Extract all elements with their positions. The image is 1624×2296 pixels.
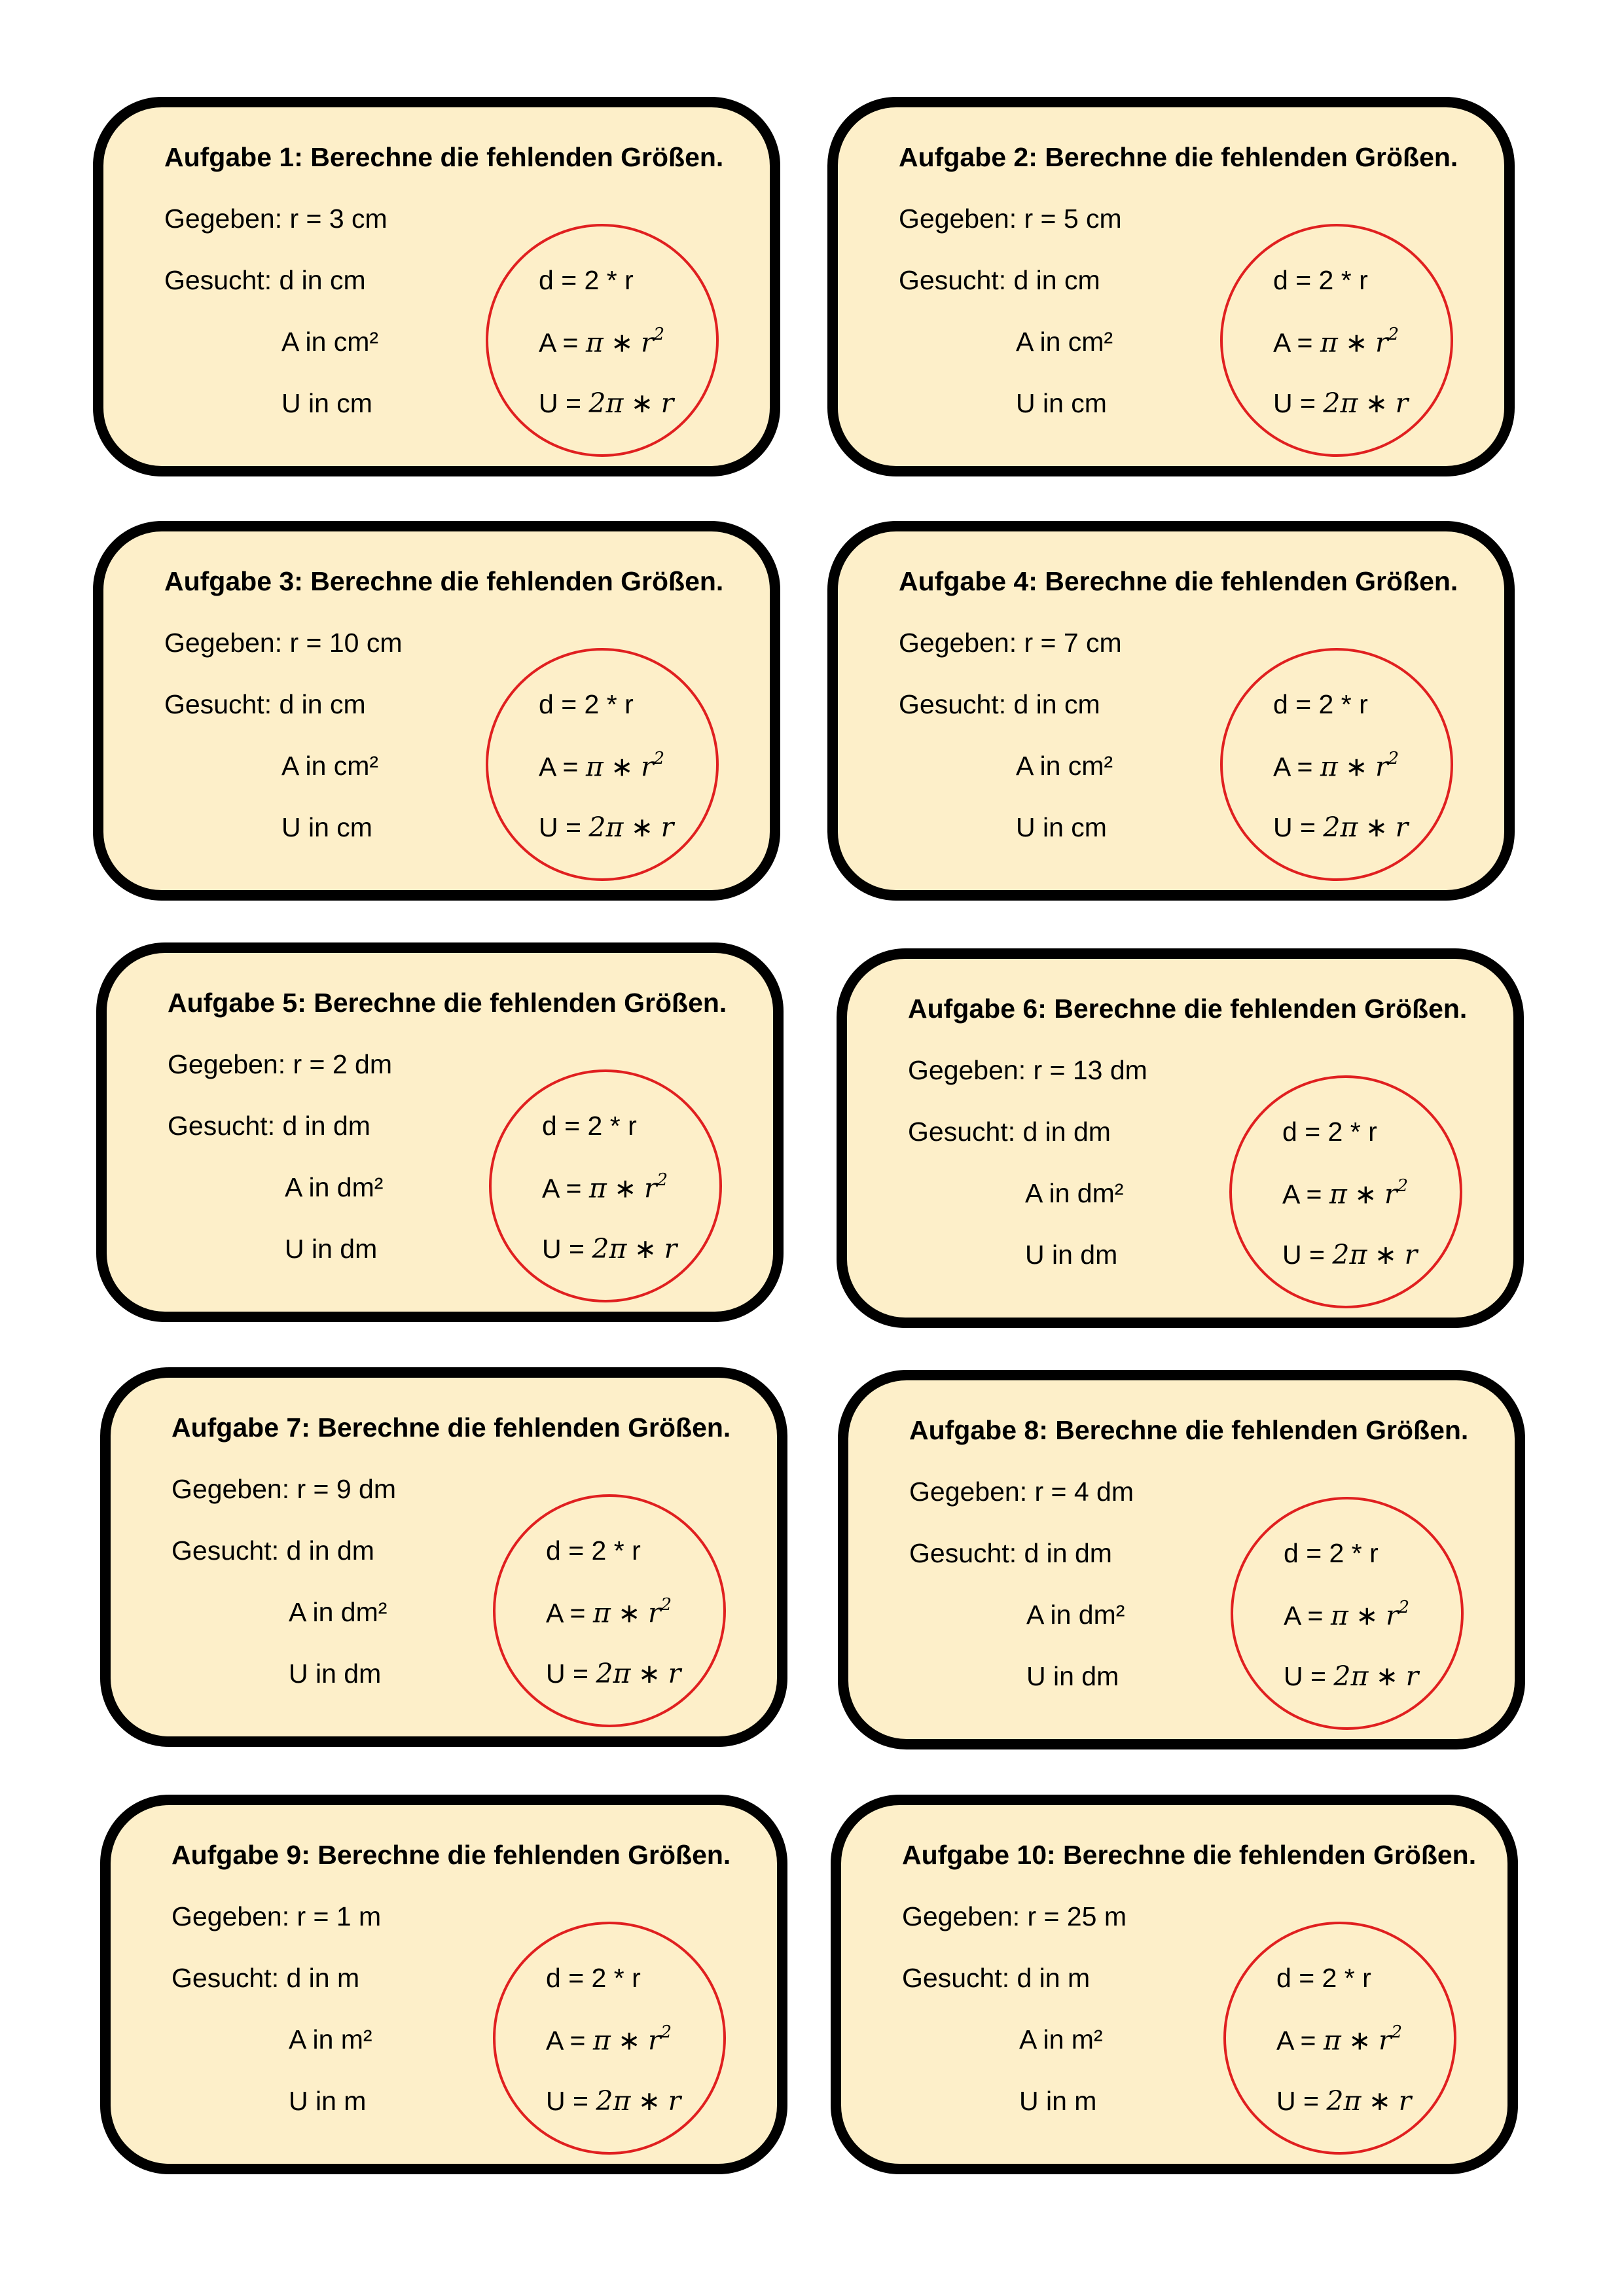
task-title: Aufgabe 1: Berechne die fehlenden Größen. [164,142,724,172]
times-symbol: ∗ [1356,1600,1379,1632]
given-radius: Gegeben: r = 2 dm [168,1049,393,1079]
sought-circumference: U in dm [1025,1240,1118,1270]
formula-circumference [546,2085,681,2117]
given-radius: Gegeben: r = 5 cm [899,204,1122,234]
exponent: 2 [1388,749,1399,768]
exponent: 2 [657,1170,668,1190]
sought-diameter: Gesucht: d in cm [164,265,366,295]
given-radius: Gegeben: r = 25 m [902,1901,1127,1931]
radius-symbol: r [660,812,674,843]
pi-symbol: π [605,812,624,843]
formula-area [1273,749,1399,783]
radius-symbol: r [647,1597,661,1629]
formula-diameter: d = 2 * r [1284,1538,1379,1568]
times-symbol: ∗ [638,1658,661,1689]
exponent: 2 [660,1595,672,1615]
radius-symbol: r [1385,1600,1399,1632]
formula-circumference [1273,387,1409,419]
formula-circumference [542,1233,677,1265]
formula-area-prefix: A = [1282,1179,1329,1210]
task-title: Aufgabe 7: Berechne die fehlenden Größen. [171,1412,731,1443]
given-radius: Gegeben: r = 7 cm [899,628,1122,658]
task-title: Aufgabe 10: Berechne die fehlenden Größen. [902,1840,1477,1870]
formula-circumference-prefix: U = [539,388,589,418]
formula-area-prefix: A = [1273,327,1320,358]
formula-diameter: d = 2 * r [1276,1963,1371,1993]
sought-area: A in dm² [1026,1600,1125,1630]
task-card-6 [837,948,1524,1328]
formula-area [1282,1176,1409,1210]
task-card-8 [838,1370,1525,1749]
sought-circumference: U in m [289,2086,367,2116]
formula-circumference [546,1660,681,1687]
radius-symbol: r [640,751,654,783]
formula-circumference [539,387,674,419]
formula-circumference [1282,1239,1418,1270]
sought-circumference: U in cm [1016,812,1107,842]
two-symbol: 2 [588,387,606,419]
two-symbol: 2 [588,812,606,843]
radius-symbol: r [647,2024,661,2056]
formula-area [539,749,665,783]
formula-circumference [539,814,674,841]
formula-circumference-prefix: U = [1276,2086,1327,2116]
task-title: Aufgabe 6: Berechne die fehlenden Größen. [908,994,1468,1024]
task-card-1 [93,97,780,476]
task-card-5 [96,942,784,1322]
given-radius: Gegeben: r = 1 m [171,1901,382,1931]
given-radius: Gegeben: r = 13 dm [908,1055,1147,1085]
sought-circumference: U in cm [281,388,372,418]
pi-symbol: π [1330,1600,1348,1632]
exponent: 2 [1388,325,1399,344]
formula-diameter: d = 2 * r [539,265,634,295]
two-symbol: 2 [1332,1239,1350,1270]
times-symbol: ∗ [618,2024,641,2056]
given-radius: Gegeben: r = 10 cm [164,628,403,658]
sought-diameter: Gesucht: d in m [171,1963,360,1993]
times-symbol: ∗ [1345,751,1368,783]
formula-area [1284,1598,1410,1632]
times-symbol: ∗ [611,327,634,359]
pi-symbol: π [585,751,604,783]
sought-circumference: U in m [1019,2086,1097,2116]
radius-symbol: r [1395,387,1409,419]
sought-diameter: Gesucht: d in dm [171,1535,374,1566]
radius-symbol: r [1404,1239,1418,1270]
sought-area: A in dm² [1025,1178,1124,1208]
pi-symbol: π [613,1658,631,1689]
formula-circumference [1273,814,1408,841]
formula-area-prefix: A = [1276,2025,1324,2056]
formula-area [539,325,665,359]
times-symbol: ∗ [618,1597,641,1629]
sought-circumference: U in dm [285,1234,378,1264]
sought-circumference: U in cm [1016,388,1107,418]
radius-symbol: r [1384,1178,1398,1210]
two-symbol: 2 [596,1658,613,1689]
pi-symbol: π [1320,751,1338,783]
formula-diameter: d = 2 * r [542,1111,637,1141]
pi-symbol: π [588,1172,607,1204]
task-card-9 [100,1795,787,2174]
two-symbol: 2 [592,1233,609,1265]
task-card-10 [831,1795,1518,2174]
formula-area [1276,2022,1403,2056]
times-symbol: ∗ [1368,2085,1392,2117]
formula-area [542,1170,668,1204]
pi-symbol: π [613,2085,631,2117]
sought-area: A in cm² [1016,327,1113,357]
sought-area: A in cm² [281,751,379,781]
radius-symbol: r [1378,2024,1392,2056]
pi-symbol: π [1349,1239,1367,1270]
sought-area: A in cm² [281,327,379,357]
task-title: Aufgabe 3: Berechne die fehlenden Größen. [164,566,724,596]
given-radius: Gegeben: r = 9 dm [171,1474,397,1504]
formula-circumference [1276,2085,1412,2117]
times-symbol: ∗ [1365,812,1388,843]
radius-symbol: r [640,327,654,359]
sought-diameter: Gesucht: d in cm [164,689,366,719]
pi-symbol: π [609,1233,627,1265]
exponent: 2 [653,325,665,344]
task-title: Aufgabe 2: Berechne die fehlenden Größen. [899,142,1458,172]
formula-diameter: d = 2 * r [539,689,634,719]
pi-symbol: π [1343,2085,1362,2117]
sought-area: A in cm² [1016,751,1113,781]
exponent: 2 [1391,2022,1403,2042]
exponent: 2 [1397,1176,1409,1196]
formula-circumference-prefix: U = [542,1234,592,1264]
task-title: Aufgabe 5: Berechne die fehlenden Größen. [168,988,727,1018]
pi-symbol: π [1320,327,1338,359]
formula-area [546,1595,672,1629]
times-symbol: ∗ [1374,1239,1398,1270]
sought-diameter: Gesucht: d in dm [909,1538,1112,1568]
sought-diameter: Gesucht: d in cm [899,265,1100,295]
exponent: 2 [1398,1598,1410,1617]
formula-area-prefix: A = [1284,1600,1331,1631]
formula-area-prefix: A = [546,1598,593,1628]
sought-circumference: U in cm [281,812,372,842]
two-symbol: 2 [1323,387,1341,419]
formula-circumference-prefix: U = [1282,1240,1333,1270]
pi-symbol: π [1350,1660,1369,1692]
sought-diameter: Gesucht: d in dm [168,1111,370,1141]
times-symbol: ∗ [638,2085,661,2117]
times-symbol: ∗ [1354,1178,1377,1210]
formula-area-prefix: A = [539,327,586,358]
sought-circumference: U in dm [1026,1661,1119,1691]
formula-diameter: d = 2 * r [1273,689,1368,719]
times-symbol: ∗ [614,1172,637,1204]
pi-symbol: π [592,2024,611,2056]
two-symbol: 2 [1333,1660,1351,1692]
times-symbol: ∗ [1375,1660,1399,1692]
pi-symbol: π [605,387,624,419]
task-card-4 [827,521,1515,901]
times-symbol: ∗ [1365,387,1388,419]
pi-symbol: π [585,327,604,359]
sought-area: A in m² [1019,2024,1103,2054]
times-symbol: ∗ [630,387,654,419]
formula-diameter: d = 2 * r [1273,265,1368,295]
sought-diameter: Gesucht: d in dm [908,1117,1111,1147]
formula-area-prefix: A = [542,1173,589,1204]
pi-symbol: π [1329,1178,1347,1210]
sought-area: A in dm² [285,1172,384,1202]
task-title: Aufgabe 4: Berechne die fehlenden Größen. [899,566,1458,596]
pi-symbol: π [1340,812,1358,843]
given-radius: Gegeben: r = 4 dm [909,1477,1134,1507]
formula-diameter: d = 2 * r [1282,1117,1377,1147]
formula-circumference-prefix: U = [1284,1661,1334,1691]
two-symbol: 2 [1326,2085,1344,2117]
radius-symbol: r [643,1172,657,1204]
sought-area: A in dm² [289,1597,388,1627]
formula-area-prefix: A = [539,751,586,782]
two-symbol: 2 [596,2085,613,2117]
formula-area-prefix: A = [1273,751,1320,782]
sought-diameter: Gesucht: d in cm [899,689,1100,719]
radius-symbol: r [1375,751,1388,783]
exponent: 2 [660,2022,672,2042]
formula-circumference-prefix: U = [546,2086,596,2116]
times-symbol: ∗ [1348,2024,1371,2056]
formula-diameter: d = 2 * r [546,1535,641,1566]
formula-circumference-prefix: U = [546,1659,596,1689]
formula-circumference-prefix: U = [539,812,589,842]
formula-diameter: d = 2 * r [546,1963,641,1993]
exponent: 2 [653,749,665,768]
radius-symbol: r [664,1233,677,1265]
times-symbol: ∗ [611,751,634,783]
task-card-2 [827,97,1515,476]
pi-symbol: π [1340,387,1358,419]
formula-circumference [1284,1660,1419,1692]
task-card-3 [93,521,780,901]
task-title: Aufgabe 8: Berechne die fehlenden Größen. [909,1415,1469,1445]
sought-diameter: Gesucht: d in m [902,1963,1091,1993]
radius-symbol: r [1375,327,1388,359]
formula-area [1273,325,1399,359]
task-title: Aufgabe 9: Berechne die fehlenden Größen. [171,1840,731,1870]
times-symbol: ∗ [630,812,654,843]
times-symbol: ∗ [1345,327,1368,359]
sought-area: A in m² [289,2024,372,2054]
radius-symbol: r [668,1658,681,1689]
formula-circumference-prefix: U = [1273,812,1324,842]
formula-circumference-prefix: U = [1273,388,1324,418]
times-symbol: ∗ [634,1233,657,1265]
given-radius: Gegeben: r = 3 cm [164,204,388,234]
formula-area-prefix: A = [546,2025,593,2056]
radius-symbol: r [1398,2085,1412,2117]
pi-symbol: π [1323,2024,1341,2056]
radius-symbol: r [660,387,674,419]
radius-symbol: r [668,2085,681,2117]
pi-symbol: π [592,1597,611,1629]
two-symbol: 2 [1323,812,1341,843]
radius-symbol: r [1405,1660,1419,1692]
formula-area [546,2022,672,2056]
sought-circumference: U in dm [289,1659,382,1689]
radius-symbol: r [1395,812,1409,843]
task-card-7 [100,1367,787,1747]
